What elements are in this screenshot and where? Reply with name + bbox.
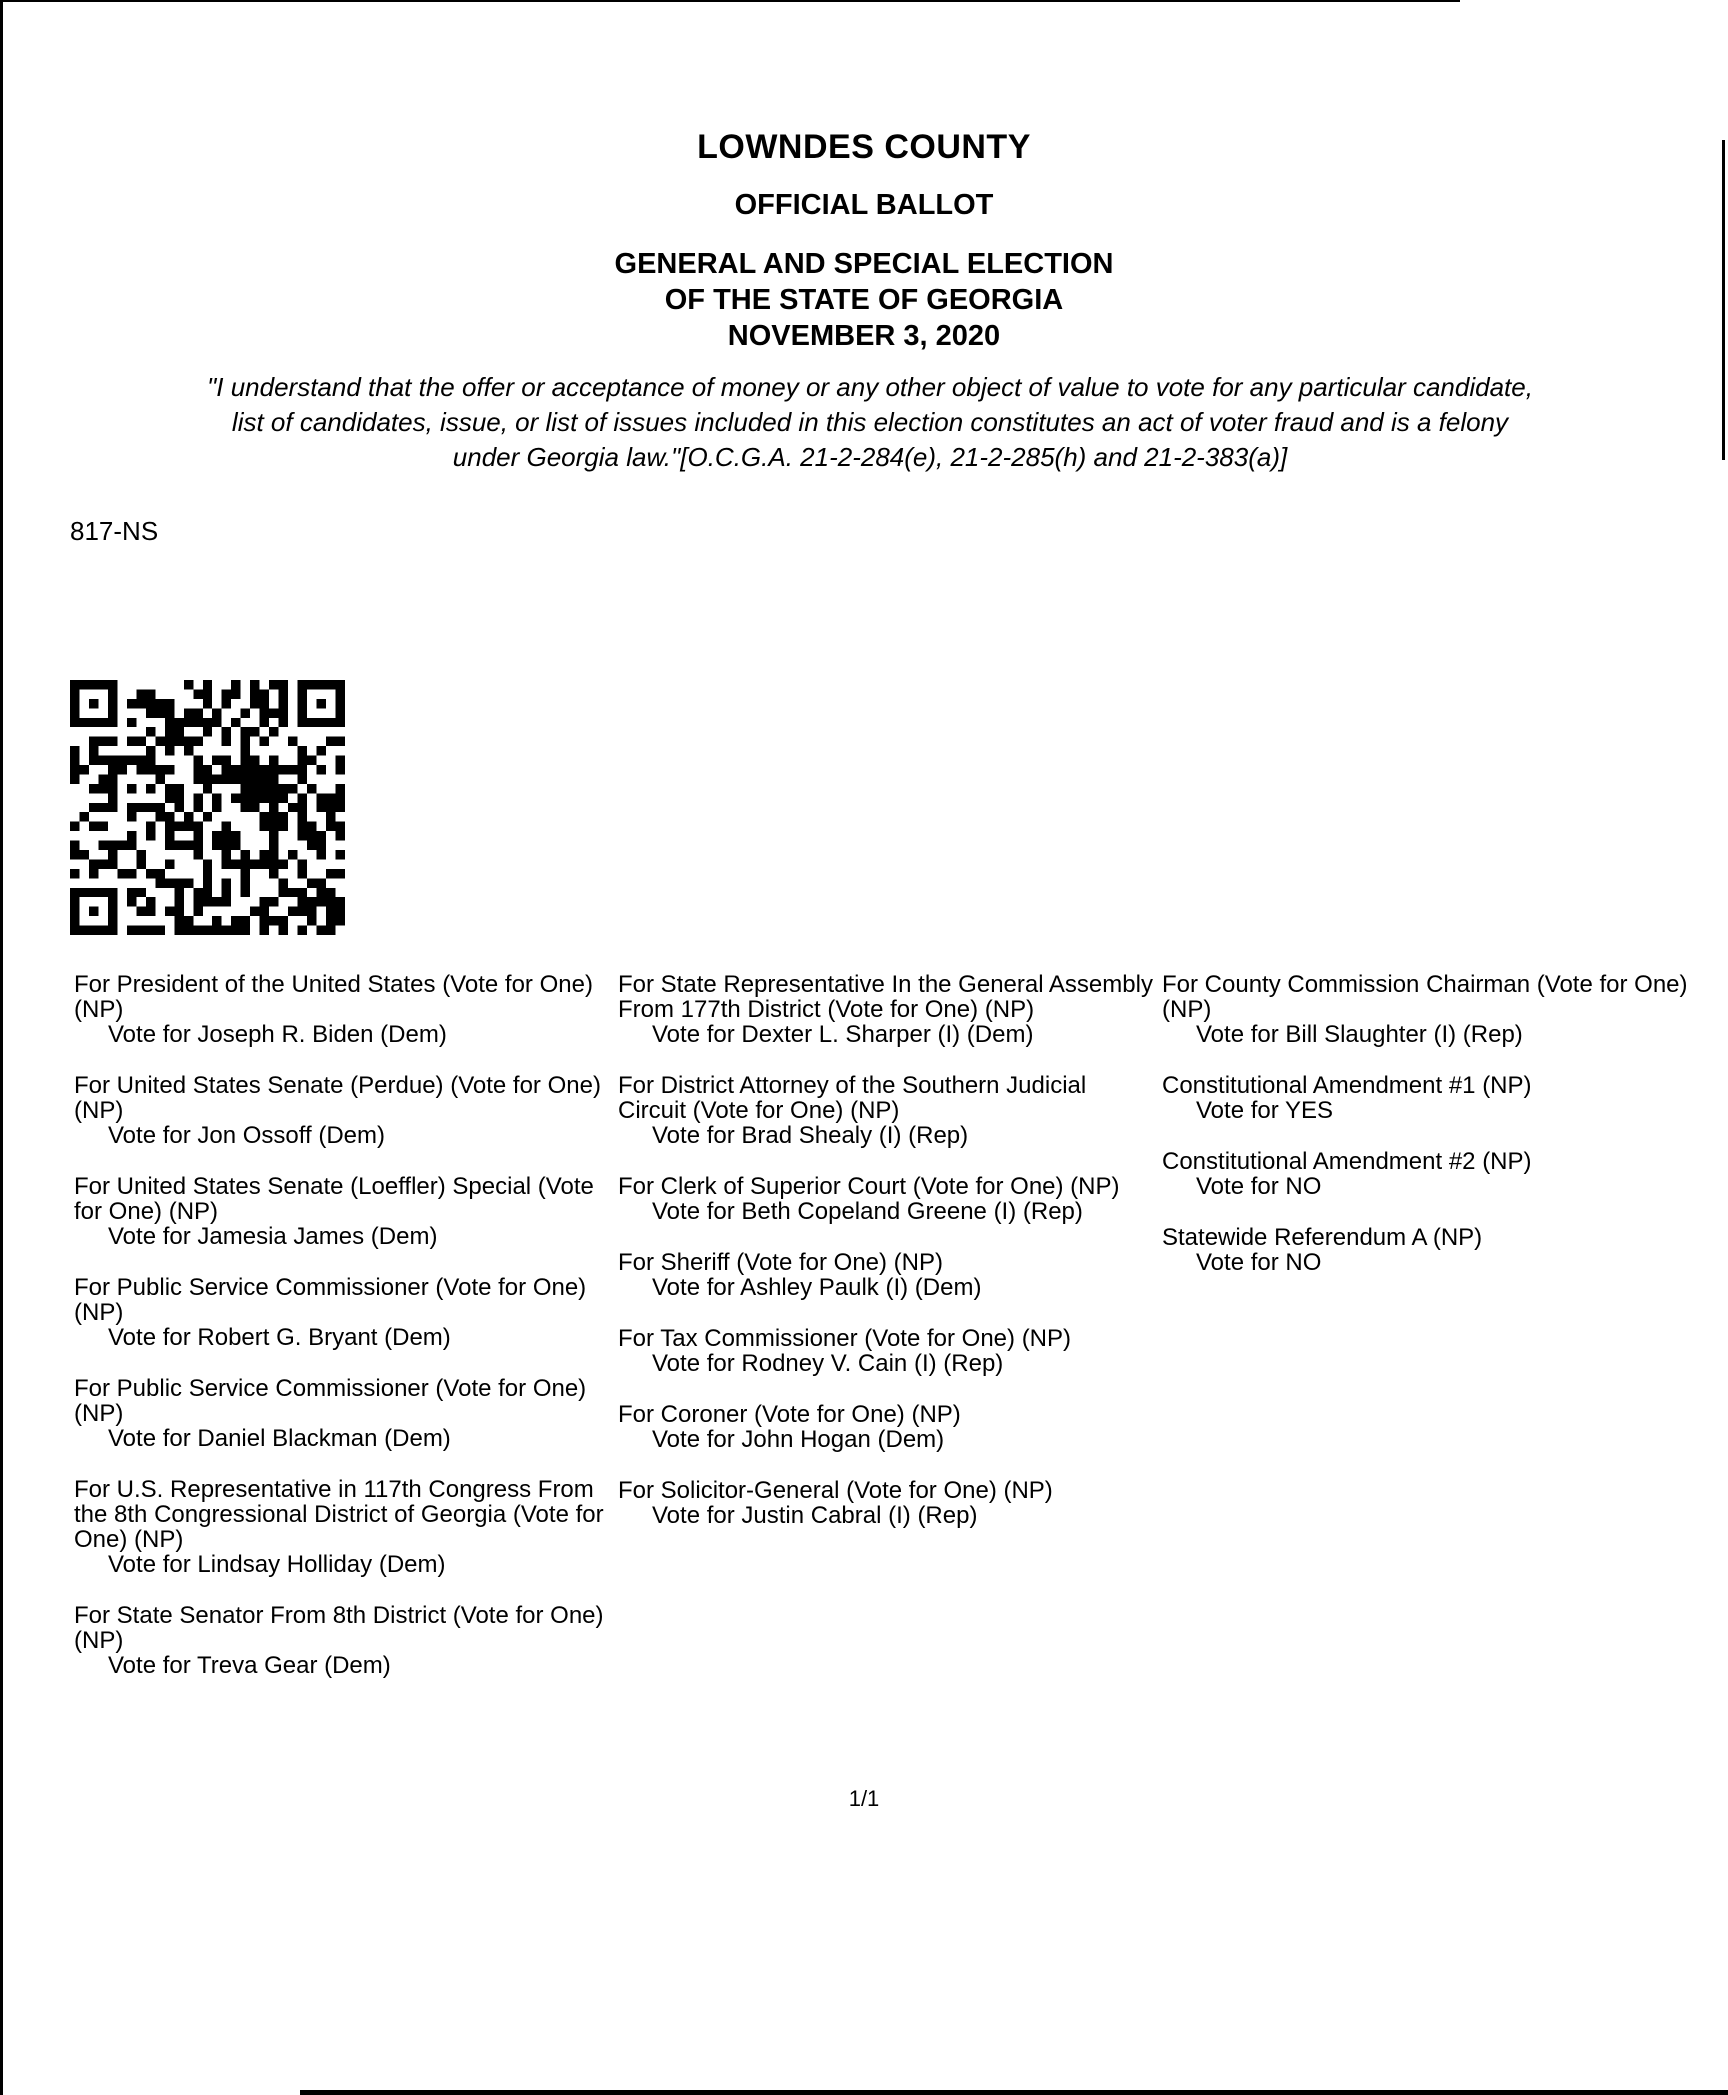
- vote-selection: Vote for Ashley Paulk (I) (Dem): [652, 1274, 982, 1301]
- contest-title: For Public Service Commissioner (Vote for One) (NP): [74, 1274, 587, 1326]
- vote-selection: Vote for Treva Gear (Dem): [108, 1652, 391, 1679]
- contest-entry: [74, 1603, 604, 1678]
- contest-entry: [1162, 1073, 1702, 1123]
- oath-line-3: under Georgia law."[O.C.G.A. 21-2-284(e), 21-2-285(h) and 21-2-383(a)]: [452, 442, 1288, 472]
- contest-title: For Sheriff (Vote for One) (NP): [618, 1249, 943, 1276]
- qr-code: [70, 680, 345, 935]
- contest-title: For United States Senate (Perdue) (Vote for One) (NP): [74, 1072, 601, 1124]
- contest-entry: [74, 1275, 604, 1350]
- contest-title: For State Senator From 8th District (Vote for One) (NP): [74, 1602, 604, 1654]
- contest-title: For State Representative In the General Assembly From 177th District (Vote for One) (NP): [618, 971, 1153, 1023]
- election-line-2: OF THE STATE OF GEORGIA: [664, 284, 1064, 316]
- scan-edge-bottom: [300, 2090, 1728, 2095]
- contest-title: For District Attorney of the Southern Judicial Circuit (Vote for One) (NP): [618, 1072, 1087, 1124]
- election-line-1: GENERAL AND SPECIAL ELECTION: [614, 248, 1114, 280]
- contest-title: For Clerk of Superior Court (Vote for One) (NP): [618, 1173, 1120, 1200]
- vote-selection: Vote for Lindsay Holliday (Dem): [108, 1551, 446, 1578]
- contest-title: For Coroner (Vote for One) (NP): [618, 1401, 961, 1428]
- oath-line-1: "I understand that the offer or acceptance of money or any other object of value to vote for any particular candidate,: [207, 372, 1533, 402]
- vote-selection: Vote for John Hogan (Dem): [652, 1426, 945, 1453]
- vote-selection: Vote for Rodney V. Cain (I) (Rep): [652, 1350, 1004, 1377]
- vote-selection: Vote for Daniel Blackman (Dem): [108, 1425, 451, 1452]
- vote-selection: Vote for Jon Ossoff (Dem): [108, 1122, 385, 1149]
- contest-entry: [618, 1250, 1158, 1300]
- oath-line-2: list of candidates, issue, or list of issues included in this election constitutes an act of voter fraud and is a felony: [231, 407, 1509, 437]
- contest-entry: [74, 972, 604, 1047]
- contest-entry: [618, 1326, 1158, 1376]
- county-name: LOWNDES COUNTY: [697, 128, 1031, 166]
- contest-title: For County Commission Chairman (Vote for One) (NP): [1162, 971, 1688, 1023]
- ballot-header: [0, 128, 1728, 354]
- contest-entry: [74, 1073, 604, 1148]
- contest-entry: [618, 1402, 1158, 1452]
- vote-selection: Vote for Joseph R. Biden (Dem): [108, 1021, 447, 1048]
- contest-column-2: [618, 972, 1158, 1554]
- contest-entry: [1162, 1225, 1702, 1275]
- election-title: [0, 246, 1728, 354]
- vote-selection: Vote for NO: [1196, 1249, 1322, 1276]
- contest-title: Constitutional Amendment #2 (NP): [1162, 1148, 1532, 1175]
- vote-selection: Vote for Brad Shealy (I) (Rep): [652, 1122, 969, 1149]
- page-number: 1/1: [848, 1786, 880, 1811]
- vote-selection: Vote for Beth Copeland Greene (I) (Rep): [652, 1198, 1083, 1225]
- contest-title: For Public Service Commissioner (Vote for One) (NP): [74, 1375, 587, 1427]
- contest-entry: [618, 1073, 1158, 1148]
- contest-entry: [74, 1174, 604, 1249]
- contest-entry: [618, 1174, 1158, 1224]
- contest-title: For President of the United States (Vote for One) (NP): [74, 971, 593, 1023]
- contest-title: For U.S. Representative in 117th Congress From the 8th Congressional District of Georgia (Vote for One) (NP): [74, 1476, 604, 1553]
- vote-selection: Vote for NO: [1196, 1173, 1322, 1200]
- contest-title: For United States Senate (Loeffler) Special (Vote for One) (NP): [74, 1173, 594, 1225]
- scan-edge-top: [0, 0, 1460, 2]
- election-date: NOVEMBER 3, 2020: [727, 320, 1001, 352]
- contest-column-3: [1162, 972, 1702, 1301]
- contest-title: Constitutional Amendment #1 (NP): [1162, 1072, 1532, 1099]
- contest-title: Statewide Referendum A (NP): [1162, 1224, 1483, 1251]
- vote-selection: Vote for Bill Slaughter (I) (Rep): [1196, 1021, 1523, 1048]
- vote-selection: Vote for Dexter L. Sharper (I) (Dem): [652, 1021, 1034, 1048]
- contest-entry: [618, 1478, 1158, 1528]
- voter-fraud-statement: [70, 370, 1670, 475]
- contest-entry: [74, 1477, 604, 1577]
- vote-selection: Vote for Justin Cabral (I) (Rep): [652, 1502, 978, 1529]
- vote-selection: Vote for Robert G. Bryant (Dem): [108, 1324, 451, 1351]
- ballot-type: OFFICIAL BALLOT: [734, 189, 994, 221]
- contest-title: For Solicitor-General (Vote for One) (NP): [618, 1477, 1053, 1504]
- contest-entry: [1162, 1149, 1702, 1199]
- contest-entry: [74, 1376, 604, 1451]
- contest-title: For Tax Commissioner (Vote for One) (NP): [618, 1325, 1072, 1352]
- contest-column-1: [74, 972, 604, 1704]
- vote-selection: Vote for YES: [1196, 1097, 1333, 1124]
- vote-selection: Vote for Jamesia James (Dem): [108, 1223, 438, 1250]
- contest-entry: [1162, 972, 1702, 1047]
- contest-entry: [618, 972, 1158, 1047]
- ballot-style-code: 817-NS: [70, 516, 159, 546]
